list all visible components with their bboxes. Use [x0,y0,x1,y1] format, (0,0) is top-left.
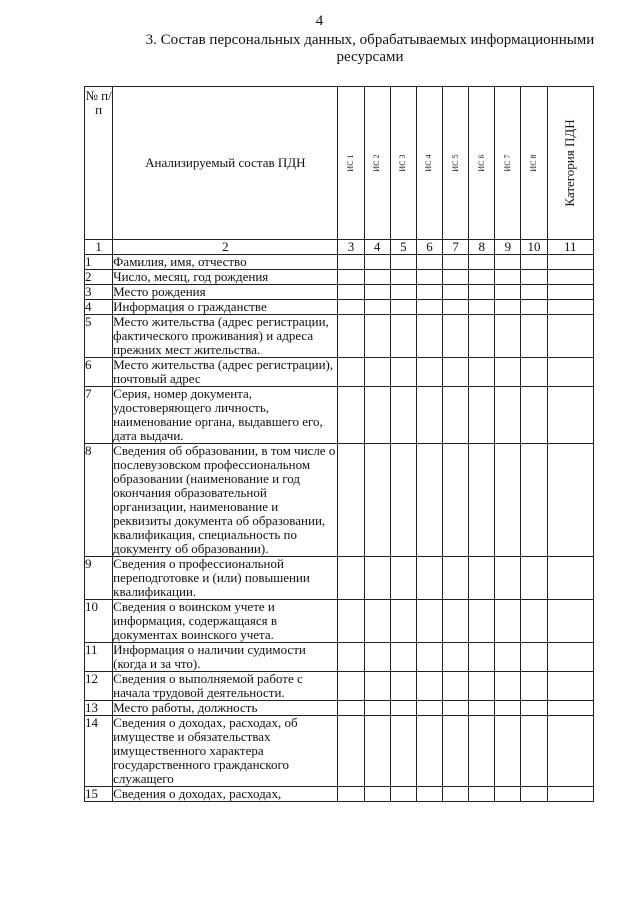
is-cell [364,701,390,716]
is-cell [338,387,364,444]
table-row [85,444,594,557]
table-row [85,557,594,600]
is-cell [469,643,495,672]
table-row [85,285,594,300]
is-cell [469,672,495,701]
table-body [85,255,594,802]
is-cell [521,444,547,557]
is-cell [416,255,442,270]
header-category [547,87,593,240]
is-cell [521,600,547,643]
is-cell [443,358,469,387]
row-pd-item: Место работы, должность [113,701,338,716]
is-cell [443,701,469,716]
column-number: 9 [495,240,521,255]
row-number: 12 [85,672,113,701]
is-cell [521,716,547,787]
is-cell [469,300,495,315]
header-is-label: ИС 5 [450,154,460,172]
is-cell [416,300,442,315]
is-cell [495,285,521,300]
is-cell [390,270,416,285]
is-cell [338,701,364,716]
is-cell [390,285,416,300]
table-row [85,672,594,701]
is-cell [443,716,469,787]
is-cell [338,270,364,285]
is-cell [390,672,416,701]
table-row [85,600,594,643]
is-cell [364,255,390,270]
is-cell [364,270,390,285]
row-number: 2 [85,270,113,285]
is-cell [443,315,469,358]
header-row [85,87,594,240]
is-cell [443,557,469,600]
is-cell [338,285,364,300]
is-cell [364,300,390,315]
is-cell [390,600,416,643]
is-cell [521,643,547,672]
is-cell [521,285,547,300]
is-cell [338,300,364,315]
is-cell [364,672,390,701]
is-cell [416,643,442,672]
is-cell [416,701,442,716]
category-cell [547,358,593,387]
is-cell [521,701,547,716]
is-cell [469,315,495,358]
header-is-label: ИС 1 [346,154,356,172]
is-cell [521,358,547,387]
column-number: 2 [113,240,338,255]
is-cell [469,387,495,444]
row-pd-item: Место жительства (адрес регистрации, фактического проживания) и адреса прежних мест жительства. [113,315,338,358]
is-cell [495,643,521,672]
table-row [85,315,594,358]
is-cell [364,444,390,557]
is-cell [521,557,547,600]
is-cell [495,787,521,802]
is-cell [469,270,495,285]
row-pd-item: Фамилия, имя, отчество [113,255,338,270]
table-row [85,701,594,716]
is-cell [364,285,390,300]
is-cell [495,557,521,600]
row-number: 13 [85,701,113,716]
row-number: 9 [85,557,113,600]
is-cell [338,716,364,787]
header-num: № п/п [85,87,113,240]
is-cell [416,672,442,701]
is-cell [390,315,416,358]
is-cell [521,300,547,315]
category-cell [547,716,593,787]
is-cell [364,358,390,387]
category-cell [547,787,593,802]
is-cell [390,300,416,315]
is-cell [416,315,442,358]
is-cell [390,701,416,716]
row-number: 5 [85,315,113,358]
header-is-label: ИС 7 [502,154,512,172]
is-cell [495,270,521,285]
column-number: 10 [521,240,547,255]
header-is-3 [390,87,416,240]
column-number: 5 [390,240,416,255]
row-number: 11 [85,643,113,672]
is-cell [443,270,469,285]
row-number: 8 [85,444,113,557]
is-cell [495,358,521,387]
is-cell [416,716,442,787]
is-cell [521,315,547,358]
category-cell [547,600,593,643]
table-row [85,270,594,285]
table-row [85,300,594,315]
row-pd-item: Сведения о выполняемой работе с начала трудовой деятельности. [113,672,338,701]
page-number: 4 [315,13,324,29]
is-cell [443,600,469,643]
row-pd-item: Сведения о профессиональной переподготовке и (или) повышении квалификации. [113,557,338,600]
header-is-label: ИС 6 [476,154,486,172]
row-number: 6 [85,358,113,387]
is-cell [521,387,547,444]
row-pd-item: Информация о наличии судимости (когда и за что). [113,643,338,672]
row-number: 7 [85,387,113,444]
is-cell [364,716,390,787]
column-number: 6 [416,240,442,255]
category-cell [547,444,593,557]
row-number: 4 [85,300,113,315]
is-cell [338,787,364,802]
is-cell [469,557,495,600]
is-cell [416,444,442,557]
is-cell [469,358,495,387]
is-cell [495,701,521,716]
is-cell [390,643,416,672]
is-cell [364,557,390,600]
is-cell [390,787,416,802]
is-cell [469,716,495,787]
category-cell [547,701,593,716]
header-is-label: ИС 3 [398,154,408,172]
is-cell [521,672,547,701]
is-cell [495,716,521,787]
is-cell [338,255,364,270]
category-cell [547,315,593,358]
is-cell [338,444,364,557]
row-pd-item: Сведения о доходах, расходах, об имуществе и обязательствах имущественного характера государственного гражданского служащего [113,716,338,787]
header-is-4 [416,87,442,240]
is-cell [443,300,469,315]
is-cell [338,672,364,701]
is-cell [469,444,495,557]
table-row [85,787,594,802]
category-cell [547,557,593,600]
is-cell [338,643,364,672]
row-pd-item: Число, месяц, год рождения [113,270,338,285]
is-cell [416,787,442,802]
table-row [85,643,594,672]
is-cell [443,672,469,701]
is-cell [443,444,469,557]
is-cell [469,285,495,300]
is-cell [443,387,469,444]
row-pd-item: Серия, номер документа, удостоверяющего личность, наименование органа, выдавшего его, дата выдачи. [113,387,338,444]
is-cell [443,285,469,300]
is-cell [469,255,495,270]
row-pd-item: Сведения о доходах, расходах, [113,787,338,802]
is-cell [416,557,442,600]
is-cell [338,315,364,358]
section-title: 3. Состав персональных данных, обрабатываемых информационными ресурсами [145,32,595,65]
is-cell [416,285,442,300]
table-row [85,716,594,787]
category-cell [547,672,593,701]
is-cell [443,787,469,802]
header-is-label: ИС 2 [372,154,382,172]
is-cell [495,255,521,270]
is-cell [416,270,442,285]
table-row [85,387,594,444]
is-cell [338,600,364,643]
is-cell [469,701,495,716]
is-cell [390,358,416,387]
is-cell [364,315,390,358]
is-cell [443,643,469,672]
is-cell [416,600,442,643]
category-cell [547,285,593,300]
column-number: 8 [469,240,495,255]
is-cell [364,643,390,672]
row-number: 1 [85,255,113,270]
header-name: Анализируемый состав ПДН [113,87,338,240]
category-cell [547,643,593,672]
is-cell [364,600,390,643]
header-is-8 [521,87,547,240]
is-cell [338,358,364,387]
is-cell [495,300,521,315]
category-cell [547,270,593,285]
row-number: 15 [85,787,113,802]
column-number: 3 [338,240,364,255]
header-is-6 [469,87,495,240]
row-pd-item: Место рождения [113,285,338,300]
row-pd-item: Сведения об образовании, в том числе о послевузовском профессиональном образовании (наименование и год окончания образовательной организации, наименование и реквизиты документа об образовании, квалификация, специальность по документу об образовании). [113,444,338,557]
is-cell [390,557,416,600]
column-number: 7 [443,240,469,255]
is-cell [521,270,547,285]
is-cell [469,787,495,802]
is-cell [495,672,521,701]
is-cell [390,387,416,444]
category-cell [547,255,593,270]
is-cell [390,255,416,270]
is-cell [338,557,364,600]
is-cell [390,716,416,787]
is-cell [364,787,390,802]
table-row [85,255,594,270]
is-cell [469,600,495,643]
header-is-label: ИС 8 [529,154,539,172]
is-cell [495,444,521,557]
row-pd-item: Сведения о воинском учете и информация, содержащаяся в документах воинского учета. [113,600,338,643]
row-pd-item: Место жительства (адрес регистрации), почтовый адрес [113,358,338,387]
row-number: 10 [85,600,113,643]
is-cell [443,255,469,270]
column-number: 4 [364,240,390,255]
header-is-1 [338,87,364,240]
row-number: 3 [85,285,113,300]
is-cell [521,787,547,802]
table-row [85,358,594,387]
is-cell [416,358,442,387]
header-is-7 [495,87,521,240]
column-number: 11 [547,240,593,255]
is-cell [495,315,521,358]
is-cell [390,444,416,557]
header-is-2 [364,87,390,240]
category-cell [547,300,593,315]
header-is-label: ИС 4 [424,154,434,172]
pdn-table [84,86,594,802]
column-number: 1 [85,240,113,255]
column-number-row [85,240,594,255]
category-cell [547,387,593,444]
row-number: 14 [85,716,113,787]
is-cell [495,387,521,444]
is-cell [416,387,442,444]
is-cell [364,387,390,444]
row-pd-item: Информация о гражданстве [113,300,338,315]
header-category-label: Категория ПДН [562,119,578,207]
is-cell [521,255,547,270]
header-is-5 [443,87,469,240]
is-cell [495,600,521,643]
